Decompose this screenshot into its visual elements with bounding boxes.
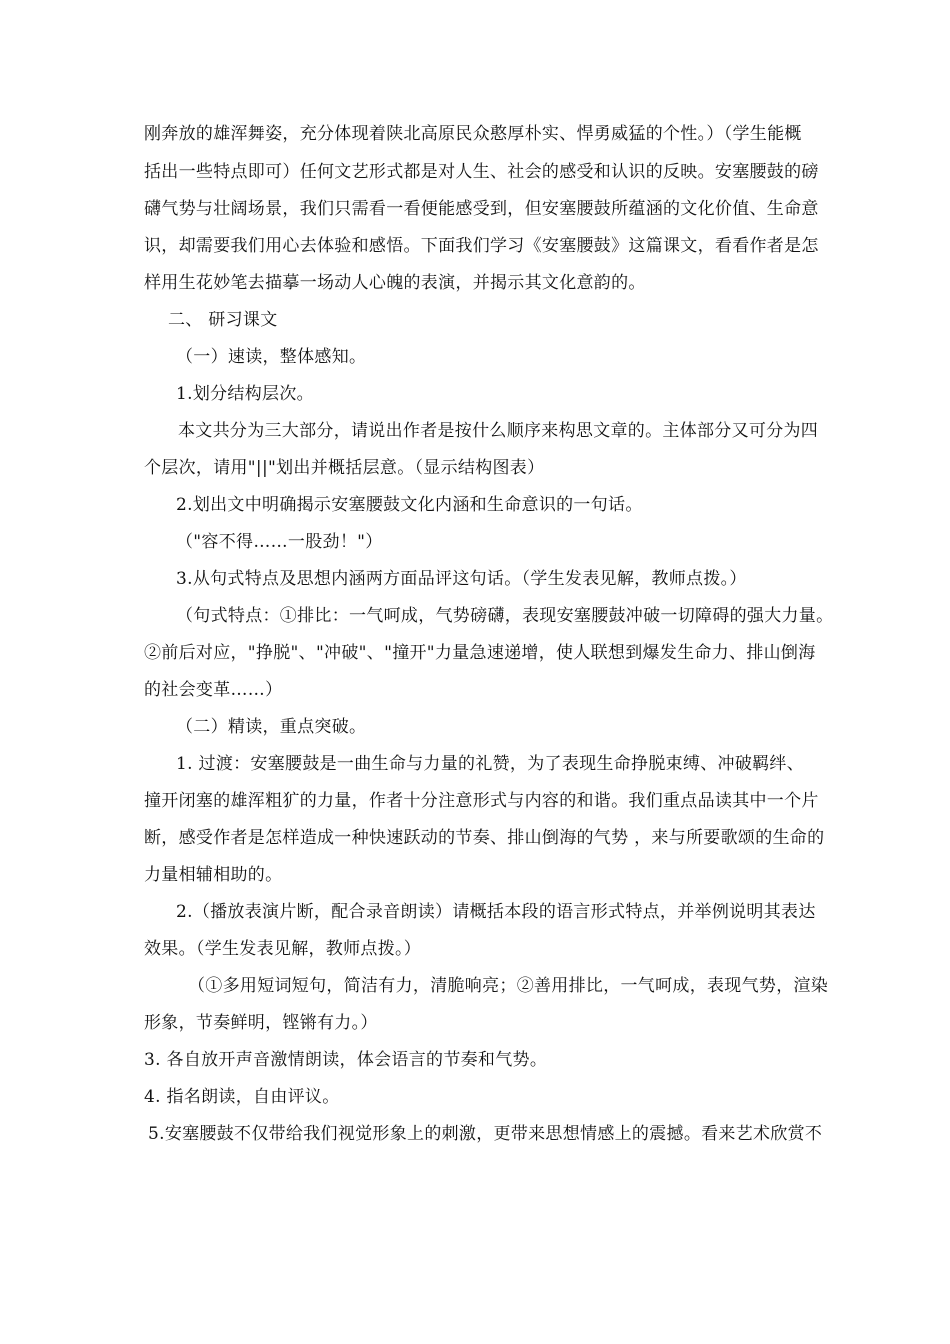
- step-heading: 2.（播放表演片断，配合录音朗读）请概括本段的语言形式特点，并举例说明其表达: [176, 902, 816, 922]
- step-heading: 3.从句式特点及思想内涵两方面品评这句话。（学生发表见解，教师点拨。）: [176, 569, 747, 589]
- answer-line: （句式特点：①排比：一气呵成，气势磅礴，表现安塞腰鼓冲破一切障碍的强大力量。: [176, 606, 834, 626]
- paragraph-line: 断，感受作者是怎样造成一种快速跃动的节奏、排山倒海的气势 ，来与所要歌颂的生命的: [144, 828, 825, 848]
- section-heading: 二、 研习课文: [168, 310, 278, 330]
- step-heading: 5.安塞腰鼓不仅带给我们视觉形象上的刺激，更带来思想情感上的震撼。看来艺术欣赏不: [148, 1124, 823, 1144]
- step-heading: 1.划分结构层次。: [176, 384, 314, 404]
- subsection-heading: （一）速读，整体感知。: [176, 347, 367, 367]
- paragraph-line: 刚奔放的雄浑舞姿，充分体现着陕北高原民众憨厚朴实、悍勇威猛的个性。）（学生能概: [144, 124, 802, 144]
- paragraph-line: 效果。（学生发表见解，教师点拨。）: [144, 939, 422, 959]
- paragraph-line: 礴气势与壮阔场景，我们只需看一看便能感受到，但安塞腰鼓所蕴涵的文化价值、生命意: [144, 199, 819, 219]
- paragraph-line: 括出一些特点即可）任何文艺形式都是对人生、社会的感受和认识的反映。安塞腰鼓的磅: [144, 162, 819, 182]
- paragraph-line: 识，却需要我们用心去体验和感悟。下面我们学习《安塞腰鼓》这篇课文，看看作者是怎: [144, 236, 819, 256]
- step-heading: 3. 各自放开声音激情朗读，体会语言的节奏和气势。: [144, 1050, 548, 1070]
- answer-line: ②前后对应，"挣脱"、"冲破"、"撞开"力量急速递增，使人联想到爆发生命力、排山倒海: [144, 643, 816, 663]
- paragraph-line: 力量相辅相助的。: [144, 865, 283, 885]
- step-heading: 2.划出文中明确揭示安塞腰鼓文化内涵和生命意识的一句话。: [176, 495, 643, 515]
- answer-line: （"容不得……一股劲！"）: [176, 532, 383, 552]
- answer-line: 形象，节奏鲜明，铿锵有力。）: [144, 1013, 378, 1033]
- step-heading: 4. 指名朗读，自由评议。: [144, 1087, 340, 1107]
- paragraph-line: 个层次，请用"||"划出并概括层意。（显示结构图表）: [144, 458, 545, 478]
- answer-line: 的社会变革……）: [144, 680, 283, 700]
- paragraph-line: 样用生花妙笔去描摹一场动人心魄的表演，并揭示其文化意韵的。: [144, 273, 646, 293]
- step-heading: 1. 过渡：安塞腰鼓是一曲生命与力量的礼赞，为了表现生命挣脱束缚、冲破羁绊、: [176, 754, 805, 774]
- paragraph-line: 撞开闭塞的雄浑粗犷的力量，作者十分注意形式与内容的和谐。我们重点品读其中一个片: [144, 791, 819, 811]
- answer-line: （①多用短词短句，简洁有力，清脆响亮；②善用排比，一气呵成，表现气势，渲染: [188, 976, 829, 996]
- subsection-heading: （二）精读，重点突破。: [176, 717, 367, 737]
- paragraph-line: 本文共分为三大部分，请说出作者是按什么顺序来构思文章的。主体部分又可分为四: [178, 421, 819, 441]
